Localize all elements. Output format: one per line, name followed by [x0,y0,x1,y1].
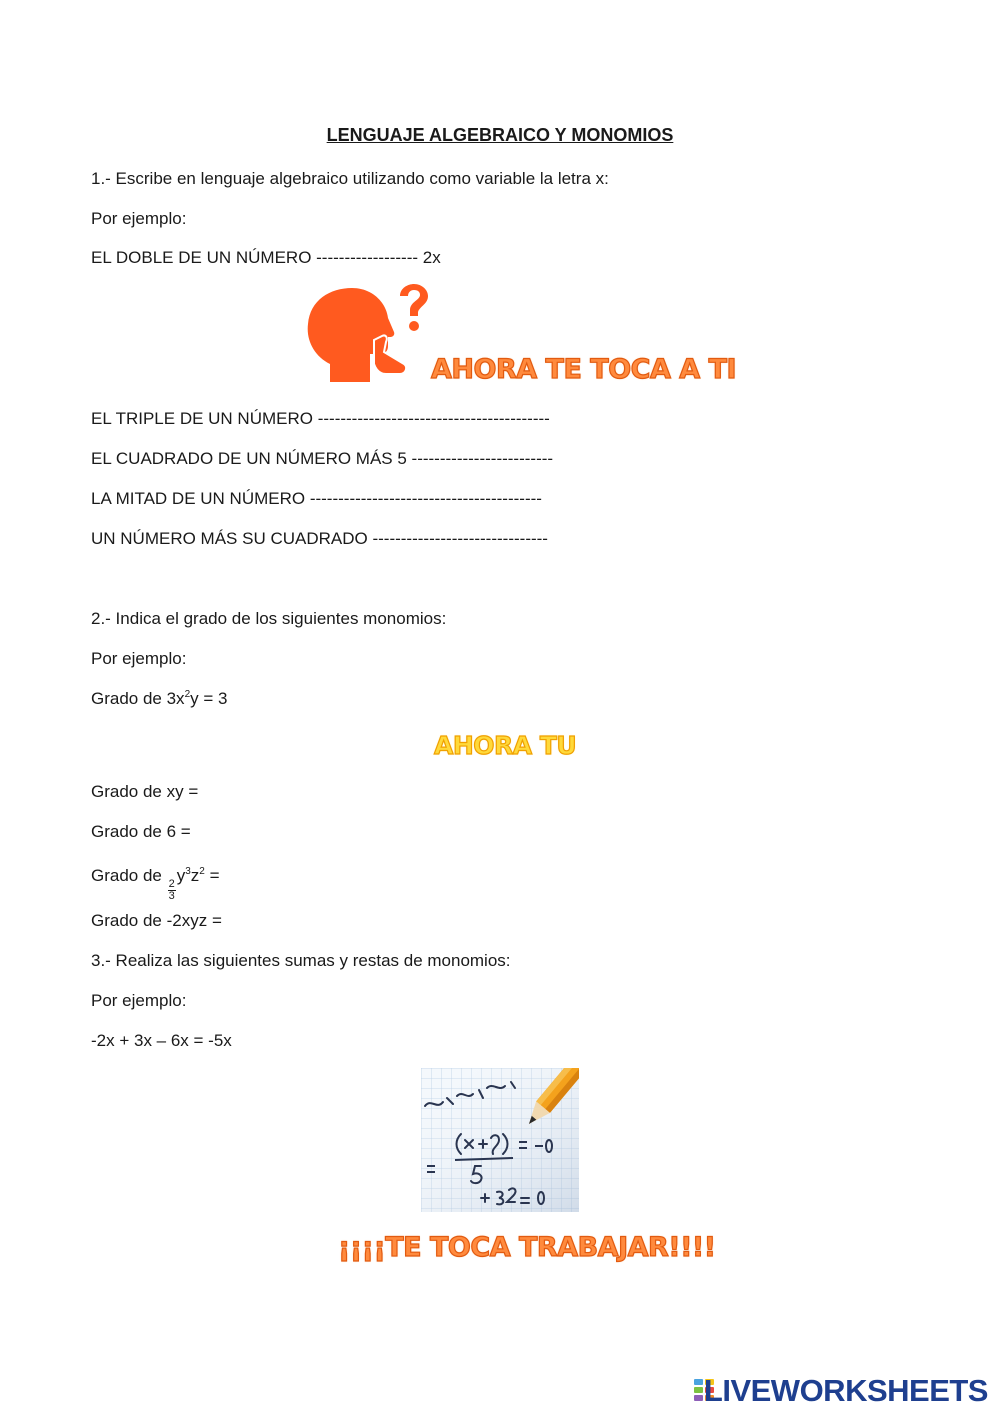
section2-item: Grado de $\frac{2}{3}$ $y^3z^2$ = [91,866,220,902]
math-notebook-pencil-image [421,1068,579,1212]
section1-example-label: Por ejemplo: [91,209,187,228]
section3-heading: 3.- Realiza las siguientes sumas y restas de monomios: [91,951,511,970]
section1-item: UN NÚMERO MÁS SU CUADRADO ------------------------------- [91,529,548,548]
section2-item: Grado de -2xyz = [91,911,222,930]
section2-example-label: Por ejemplo: [91,649,187,668]
section3-example: -2x + 3x – 6x = -5x [91,1031,232,1050]
thinking-head-icon [300,282,440,386]
section2-example: Grado de $3x^2y = 3$ [91,689,228,708]
section1-example: EL DOBLE DE UN NÚMERO ------------------ 2x [91,248,441,267]
section3-example-label: Por ejemplo: [91,991,187,1010]
banner-te-toca-trabajar: ¡¡¡¡TE TOCA TRABAJAR!!!! [338,1232,716,1263]
section1-item: EL CUADRADO DE UN NÚMERO MÁS 5 ------------------------- [91,449,554,468]
section1-heading: 1.- Escribe en lenguaje algebraico utilizando como variable la letra x: [91,169,609,188]
banner-ahora-tu: AHORA TU [434,731,577,760]
section1-item: LA MITAD DE UN NÚMERO ----------------------------------------- [91,489,542,508]
section2-item: Grado de xy = [91,782,199,801]
banner-ahora-te-toca: AHORA TE TOCA A TI [431,354,737,385]
section2-heading: 2.- Indica el grado de los siguientes monomios: [91,609,447,628]
section1-item: EL TRIPLE DE UN NÚMERO ----------------------------------------- [91,409,550,428]
fraction: $\frac{2}{3}$ [168,878,175,902]
brand-wordmark[interactable]: LIVEWORKSHEETS [703,1373,988,1408]
page-title: LENGUAJE ALGEBRAICO Y MONOMIOS [326,125,674,145]
section2-item: Grado de 6 = [91,822,191,841]
